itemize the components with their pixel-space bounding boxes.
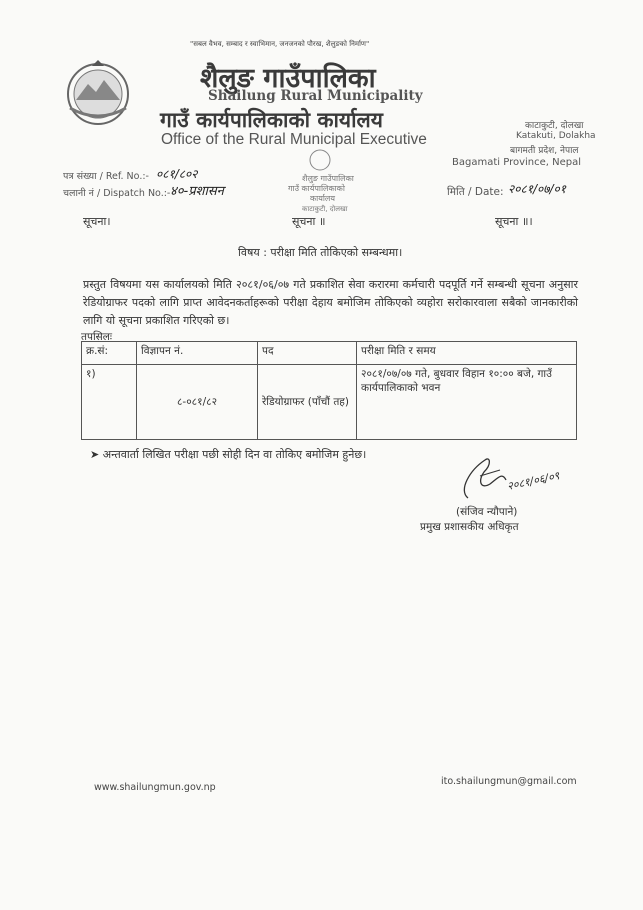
office-name-np: गाउँ कार्यपालिकाको कार्यालय [160, 107, 383, 132]
address-line: Bagamati Province, Nepal [452, 157, 582, 168]
exam-schedule-table [81, 341, 577, 440]
office-name-en: Office of the Rural Municipal Executive [161, 131, 427, 148]
address-line: Katakuti, Dolakha [516, 131, 596, 141]
municipality-name-np: शैलुङ गाउँपालिका [200, 63, 376, 94]
municipality-name-en: Shailung Rural Municipality [208, 88, 423, 104]
nepal-emblem-logo [62, 58, 134, 126]
subject-line: विषय : परीक्षा मिति तोकिएको सम्बन्धमा। [238, 246, 403, 259]
notice-heading: सूचना। [83, 215, 111, 228]
date-label: मिति / Date: [447, 186, 504, 198]
dispatch-value: ४०-प्रशासन [170, 184, 224, 199]
email-link[interactable]: ito.shailungmun@gmail.com [441, 776, 577, 787]
address-line: बागमती प्रदेश, नेपाल [510, 146, 579, 156]
column-header: विज्ञापन नं. [137, 342, 258, 365]
table-cell: १) [82, 365, 137, 440]
ref-value: ०८१/८०२ [156, 167, 198, 181]
address-line: काटाकुटी, दोलखा [525, 121, 584, 131]
office-stamp [280, 148, 400, 214]
date-value: २०८१/०७/०१ [508, 182, 567, 196]
stamp-text: काटाकुटी, दोलखा [302, 205, 348, 213]
ref-label: पत्र संख्या / Ref. No.:- [63, 171, 149, 182]
website-link[interactable]: www.shailungmun.gov.np [94, 782, 216, 793]
body-paragraph: प्रस्तुत विषयमा यस कार्यालयको मिति २०८१/०६/०७ गते प्रकाशित सेवा करारमा कर्मचारी पदपूर्ति गर्ने सम्बन्धी सूचना अनुसार रेडियोग्राफर पदको लागि प्राप्त आवेदनकर्ताहरूको परीक्षा देहाय बमोजिम तोकिएको व्यहोरा सरोकारवाला सबैको जानकारीको लागि यो सूचना प्रकाशित गरिएको छ। [83, 278, 578, 327]
table-header-row [82, 342, 577, 365]
dispatch-label: चलानी नं / Dispatch No.:- [63, 188, 171, 199]
stamp-text: शैलुङ गाउँपालिका [302, 174, 354, 183]
motto: "सबल वैभव, सम्बाद र स्वाभिमान, जनजनको पौरख, शैलुङको निर्माण" [190, 40, 370, 48]
attachment-label: तपसिलः [81, 331, 113, 343]
table-cell: रेडियोग्राफर (पाँचौं तह) [258, 365, 357, 440]
signer-name: (संजिव न्यौपाने) [456, 506, 518, 518]
table-row [82, 365, 577, 440]
signature-date: २०८१/०६/०९ [505, 469, 561, 493]
table-cell: ८-०८१/८२ [137, 365, 258, 440]
column-header: पद [258, 342, 357, 365]
stamp-text: गाउँ कार्यपालिकाको [288, 184, 345, 193]
signer-title: प्रमुख प्रशासकीय अधिकृत [420, 521, 519, 533]
handwritten-signature [440, 450, 590, 505]
interview-note: ➤ अन्तवार्ता लिखित परीक्षा पछी सोही दिन वा तोकिए बमोजिम हुनेछ। [90, 448, 367, 461]
column-header: क्र.सं: [82, 342, 137, 365]
column-header: परीक्षा मिति र समय [357, 342, 577, 365]
table-cell: २०८१/०७/०७ गते, बुधवार विहान १०:०० बजे, गाउँ कार्यपालिकाको भवन [357, 365, 577, 440]
stamp-text: कार्यालय [310, 194, 335, 203]
notice-heading: सूचना ॥। [495, 215, 533, 228]
notice-heading: सूचना ॥ [292, 215, 326, 228]
